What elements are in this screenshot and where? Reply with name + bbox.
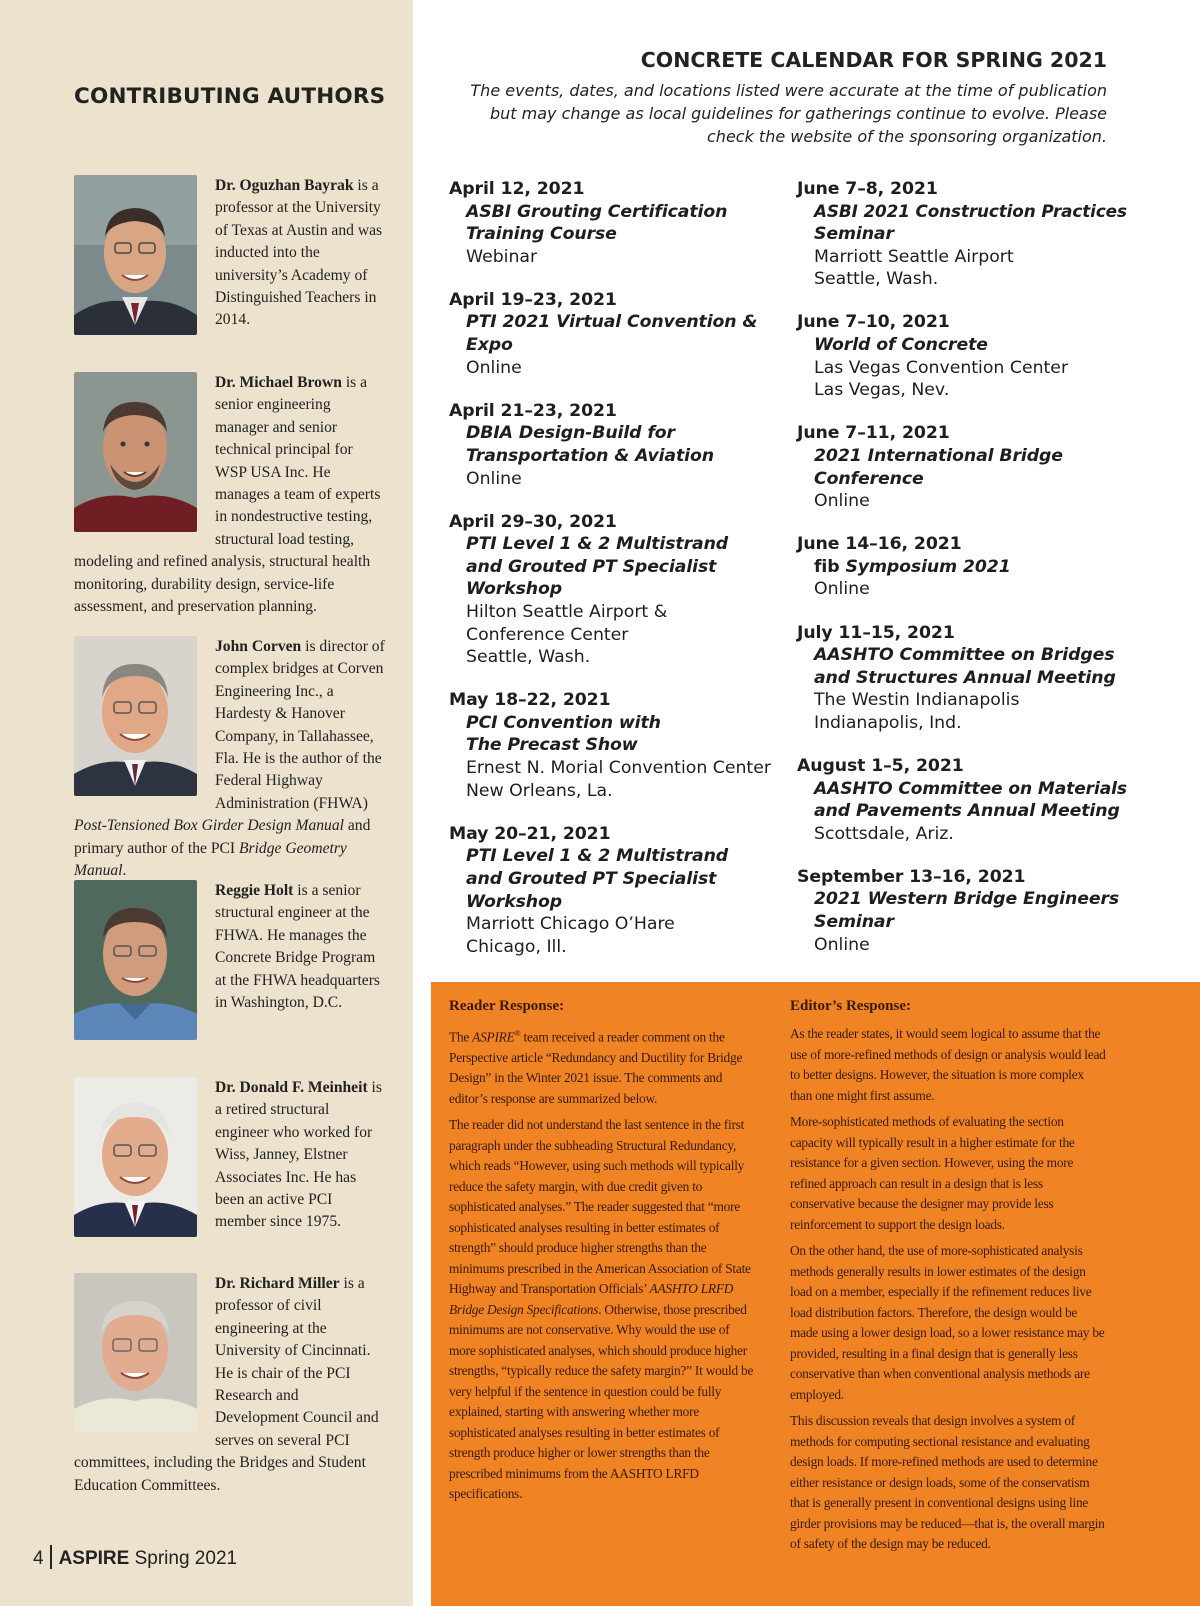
event-location: Seattle, Wash. <box>466 647 591 668</box>
event-name: Seminar <box>814 224 894 245</box>
event-name: Workshop <box>466 579 563 600</box>
event-name: AASHTO Committee on Bridges <box>814 645 1115 666</box>
event-location: Online <box>466 468 522 489</box>
event-date: May 20–21, 2021 <box>449 823 611 844</box>
author-holt <box>74 880 386 1046</box>
event-name: Conference <box>814 468 924 489</box>
event-date: May 18–22, 2021 <box>449 690 611 711</box>
event-location: Scottsdale, Ariz. <box>814 823 954 844</box>
event-date: September 13–16, 2021 <box>797 866 1026 887</box>
event-name: Training Course <box>466 224 617 245</box>
author-photo <box>74 636 197 796</box>
event-location: Indianapolis, Ind. <box>814 712 962 733</box>
event-date: July 11–15, 2021 <box>797 622 955 643</box>
event-name: 2021 International Bridge <box>814 445 1063 466</box>
event-location: Online <box>814 934 870 955</box>
event-name: ASBI Grouting Certification <box>466 201 728 222</box>
event-name: PTI Level 1 & 2 Multistrand <box>466 534 729 555</box>
event-name: The Precast Show <box>466 735 638 756</box>
author-bio: John Corven is director of complex bridges at Corven Engineering Inc., a Hardesty & Hanover Company, in Tallahassee, Fla. He is the author of the Federal Highway Administration (FHWA) Post-Tensioned Box Girder Design Manual and primary author of the PCI Bridge Geometry Manual. <box>74 638 385 880</box>
event-name: and Pavements Annual Meeting <box>814 801 1120 822</box>
event-location: Marriott Chicago O’Hare <box>466 914 675 935</box>
event-name: ASBI 2021 Construction Practices <box>814 201 1127 222</box>
editor-response-paragraph: As the reader states, it would seem logical to assume that the use of more-refined methods of design or analysis would lead to better designs. However, the situation is more complex than one might first assume. <box>790 1026 1106 1103</box>
calendar-event <box>449 289 779 379</box>
author-bio: Dr. Richard Miller is a professor of civil engineering at the University of Cincinnati. He is chair of the PCI Research and Development Council and serves on several PCI committees, including the Bridges and Student Education Committees. <box>74 1275 379 1494</box>
author-photo <box>74 880 197 1040</box>
event-date: June 7–8, 2021 <box>797 179 938 199</box>
event-name: PCI Convention with <box>466 712 661 733</box>
calendar-column-left <box>449 178 779 979</box>
author-photo <box>74 1273 197 1433</box>
event-location: Las Vegas Convention Center <box>814 357 1069 378</box>
event-name: Seminar <box>814 912 894 933</box>
event-location: Conference Center <box>466 624 629 645</box>
calendar-event <box>449 823 779 959</box>
event-date: June 7–11, 2021 <box>797 423 950 444</box>
event-name: AASHTO Committee on Materials <box>814 778 1127 799</box>
page-footer <box>33 1545 237 1570</box>
contributing-authors-heading: CONTRIBUTING AUTHORS <box>74 84 386 109</box>
event-name: Transportation & Aviation <box>466 445 714 466</box>
reader-response-paragraph: The ASPIRE® team received a reader comment on the Perspective article “Redundancy and Ductility for Bridge Design” in the Winter 2021 issue. The comments and editor’s response are summarized below. <box>449 1029 743 1106</box>
event-location: Ernest N. Morial Convention Center <box>466 758 771 779</box>
event-location: New Orleans, La. <box>466 780 613 801</box>
event-location: Online <box>814 491 870 512</box>
calendar-event <box>449 178 779 268</box>
calendar-column-right <box>797 178 1127 977</box>
calendar-event <box>797 311 1127 401</box>
calendar-event <box>449 511 779 669</box>
calendar-event <box>449 400 779 490</box>
editor-response-heading: Editor’s Response: <box>790 998 911 1014</box>
reader-response <box>449 998 759 1511</box>
event-location: Las Vegas, Nev. <box>814 380 950 401</box>
event-location: Marriott Seattle Airport <box>814 246 1014 267</box>
editor-response-paragraph: More-sophisticated methods of evaluating the section capacity will typically result in a higher estimate for the resistance for a given section. However, using the more refined approach can result in a design that is less conservative because the designer may provide less reinforcement to support the design loads. <box>790 1114 1075 1232</box>
event-date: April 12, 2021 <box>449 179 585 199</box>
calendar-event <box>797 422 1127 512</box>
event-name: DBIA Design-Build for <box>466 423 675 444</box>
event-location: Hilton Seattle Airport & <box>466 602 668 622</box>
calendar-event <box>797 866 1127 956</box>
response-panel <box>431 982 1200 1606</box>
event-date: April 19–23, 2021 <box>449 289 617 310</box>
event-location: Chicago, Ill. <box>466 936 567 957</box>
footer-divider <box>50 1545 52 1569</box>
author-bio: Reggie Holt is a senior structural engineer at the FHWA. He manages the Concrete Bridge Program at the FHWA headquarters in Washington, D.C. <box>215 882 380 1012</box>
event-location: Seattle, Wash. <box>814 269 939 290</box>
event-date: August 1–5, 2021 <box>797 755 964 776</box>
author-meinheit <box>74 1077 386 1243</box>
calendar-event <box>797 178 1127 291</box>
event-name: Workshop <box>466 891 563 912</box>
event-location: Online <box>814 579 870 600</box>
magazine-name: ASPIRE <box>58 1548 130 1569</box>
sidebar <box>0 0 413 1606</box>
event-location: Online <box>466 357 522 378</box>
event-name: PTI 2021 Virtual Convention & <box>466 312 758 333</box>
event-date: April 29–30, 2021 <box>449 511 617 532</box>
author-bio: Dr. Michael Brown is a senior engineering manager and senior technical principal for WSP USA Inc. He manages a team of experts in nondestructive testing, structural load testing, modeling and refined analysis, structural health monitoring, durability design, service-life assessment, and preservation planning. <box>74 374 381 616</box>
editor-response <box>790 998 1108 1561</box>
event-name: World of Concrete <box>814 335 988 356</box>
author-bio: Dr. Oguzhan Bayrak is a professor at the University of Texas at Austin and was inducted into the university’s Academy of Distinguished Teachers in 2014. <box>215 177 383 329</box>
author-bayrak <box>74 175 386 341</box>
event-name: PTI Level 1 & 2 Multistrand <box>466 846 729 867</box>
calendar-event <box>797 622 1127 735</box>
issue-label: Spring 2021 <box>129 1548 238 1569</box>
event-location: The Westin Indianapolis <box>814 690 1020 711</box>
author-corven <box>74 636 386 882</box>
calendar-event <box>797 533 1127 601</box>
author-miller <box>74 1273 386 1497</box>
event-name: fib Symposium 2021 <box>814 556 1011 577</box>
calendar-event <box>797 755 1127 845</box>
event-date: June 14–16, 2021 <box>797 534 962 555</box>
editor-response-paragraph: On the other hand, the use of more-sophisticated analysis methods generally results in lower estimates of the design load on a member, especially if the refinement reduces live load distribution factors. Therefore, the design would be made using a lower design load, so a lower resistance may be provided, resulting in a final design that is generally less conservative than when conventional analysis methods are employed. <box>790 1243 1105 1402</box>
editor-response-paragraph: This discussion reveals that design involves a system of methods for computing sectional resistance and evaluating design loads. If more-refined methods are used to determine either resistance or design loads, some of the conservatism that is generally present in conventional designs using line girder provisions may be reduced—that is, the overall margin of safety of the design may be reduced. <box>790 1413 1105 1551</box>
author-photo <box>74 372 197 532</box>
author-photo <box>74 175 197 335</box>
event-name: and Structures Annual Meeting <box>814 667 1116 688</box>
reader-response-paragraph: The reader did not understand the last sentence in the first paragraph under the subheading Structural Redundancy, which reads “However, using such methods will typically reduce the safety margin, with due credit given to sophisticated analyses.” The reader suggested that “more sophisticated analyses resulting in better estimates of strength” should produce higher strengths than the minimums prescribed in the American Association of State Highway and Transportation Officials’ AASHTO LRFD Bridge Design Specifications. Otherwise, those prescribed minimums are not conservative. Why would the use of more sophisticated analyses, which should produce higher strengths, “typically reduce the safety margin?” It would be very helpful if the sentence in question could be fully explained, starting with answering whether more sophisticated analyses resulting in better estimates of strength produce higher or lower strengths than the prescribed minimums from the AASHTO LRFD specifications. <box>449 1117 754 1502</box>
reader-response-heading: Reader Response: <box>449 998 565 1014</box>
event-date: April 21–23, 2021 <box>449 400 617 421</box>
calendar-note: The events, dates, and locations listed were accurate at the time of publication but may change as local guidelines for gatherings continue to evolve. Please check the website of the sponsoring organization. <box>470 81 1107 146</box>
event-date: June 7–10, 2021 <box>797 312 950 333</box>
event-location: Webinar <box>466 246 538 267</box>
author-bio: Dr. Donald F. Meinheit is a retired structural engineer who worked for Wiss, Janney, Elstner Associates Inc. He has been an active PCI member since 1975. <box>215 1079 382 1231</box>
event-name: 2021 Western Bridge Engineers <box>814 889 1120 910</box>
author-brown <box>74 372 386 618</box>
page-number: 4 <box>33 1548 44 1569</box>
event-name: Expo <box>466 335 513 356</box>
event-name: and Grouted PT Specialist <box>466 868 717 889</box>
author-photo <box>74 1077 197 1237</box>
calendar-title: CONCRETE CALENDAR FOR SPRING 2021 <box>640 48 1107 72</box>
event-name: and Grouted PT Specialist <box>466 556 717 577</box>
calendar-event <box>449 689 779 802</box>
